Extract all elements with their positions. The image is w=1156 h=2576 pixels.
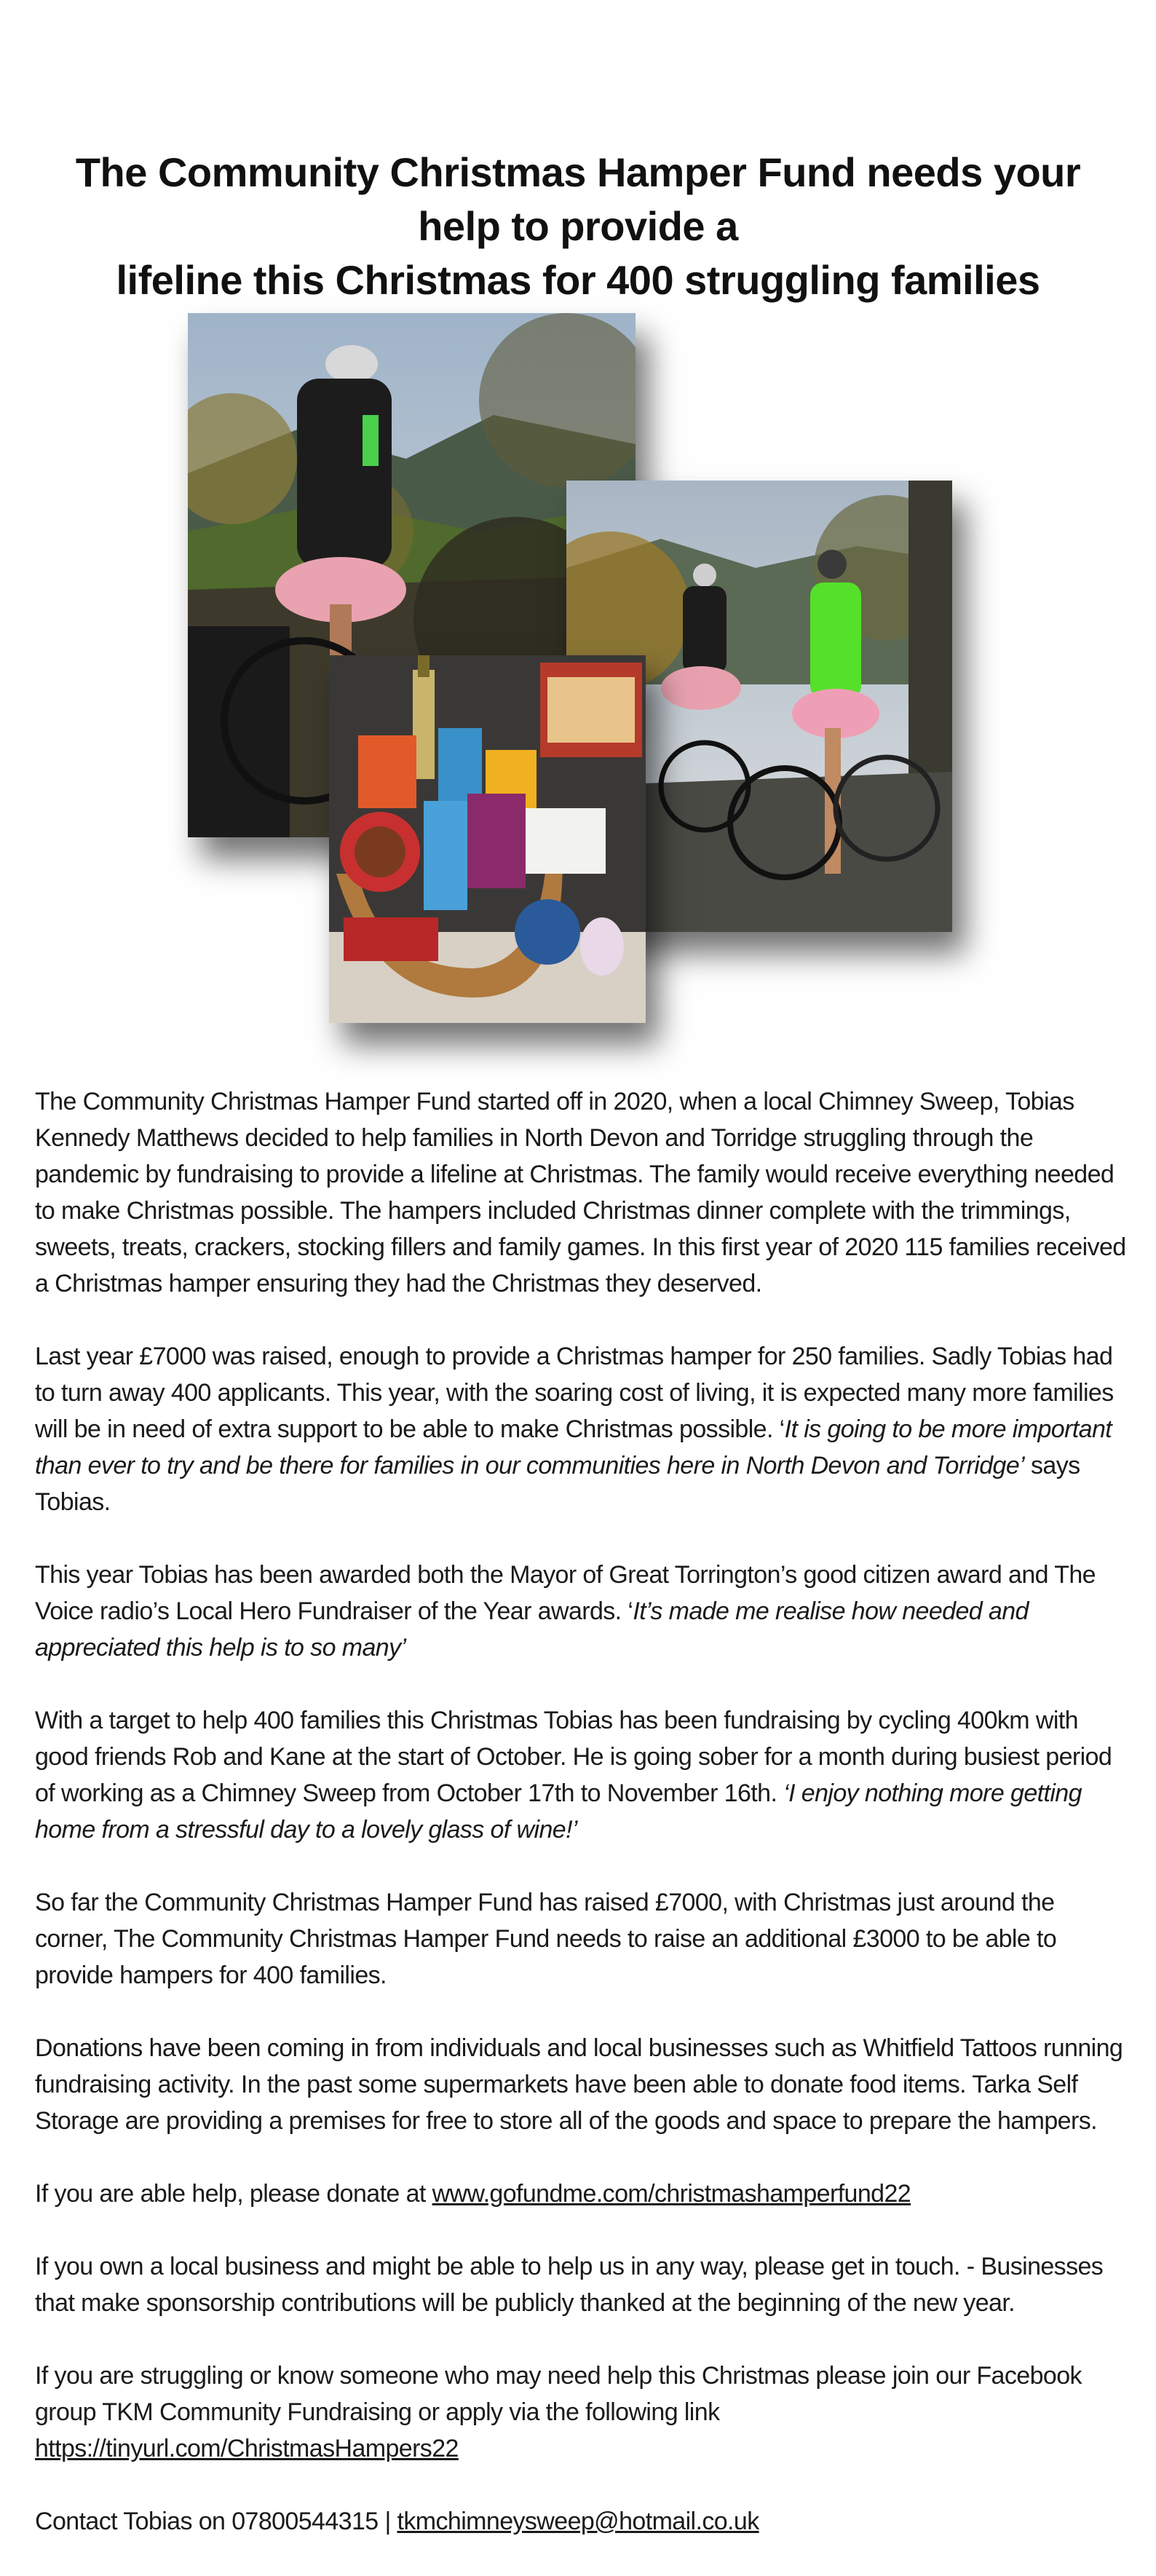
paragraph-target [35, 1702, 1127, 1848]
paragraph-awards [35, 1557, 1127, 1666]
quote-tobias-communities: It is going to be more important than ever to try and be there for families in our communities here in North Devon and Torridge’ [35, 1415, 1112, 1479]
gofundme-link[interactable]: www.gofundme.com/christmashamperfund22 [432, 2180, 911, 2208]
paragraph-donate-text: If you are able help, please donate at [35, 2180, 432, 2208]
paragraph-struggling-text: If you are struggling or know someone who may need help this Christmas please join our Facebook group TKM Community Fundraising or apply via the following link [35, 2362, 1082, 2426]
apply-link[interactable]: https://tinyurl.com/ChristmasHampers22 [35, 2435, 459, 2462]
photo-christmas-hamper [329, 655, 646, 1023]
paragraph-last-year [35, 1338, 1127, 1520]
paragraph-contact [35, 2503, 1127, 2540]
page-title [44, 146, 1112, 307]
title-line-2: lifeline this Christmas for 400 struggling families [116, 257, 1040, 303]
article-body [35, 1083, 1127, 2576]
quote-tobias-awards: It’s made me realise how needed and appreciated this help is to so many’ [35, 1597, 1029, 1662]
paragraph-businesses: If you own a local business and might be able to help us in any way, please get in touch. - Businesses that make sponsorship contributions will be publicly thanked at the beginning of the new year. [35, 2253, 1104, 2317]
paragraph-donate [35, 2176, 1127, 2212]
paragraph-struggling [35, 2358, 1127, 2467]
paragraph-last-year-text: Last year £7000 was raised, enough to provide a Christmas hamper for 250 families. Sadly Tobias had to turn away 400 applicants. This year, with the soaring cost of living, it is expected many more families will be in need of extra support to be able to make Christmas possible. ‘ [35, 1343, 1114, 1443]
title-line-1: The Community Christmas Hamper Fund needs your help to provide a [75, 149, 1081, 249]
paragraph-origin: The Community Christmas Hamper Fund started off in 2020, when a local Chimney Sweep, Tobias Kennedy Matthews decided to help families in North Devon and Torridge struggling through the pandemic by fundraising to provide a lifeline at Christmas. The family would receive everything needed to make Christmas possible. The hampers included Christmas dinner complete with the trimmings, sweets, treats, crackers, stocking fillers and family games. In this first year of 2020 115 families received a Christmas hamper ensuring they had the Christmas they deserved. [35, 1088, 1126, 1297]
paragraph-awards-text: This year Tobias has been awarded both the Mayor of Great Torrington’s good citizen award and The Voice radio’s Local Hero Fundraiser of the Year awards. ‘ [35, 1561, 1096, 1625]
paragraph-target-text: With a target to help 400 families this Christmas Tobias has been fundraising by cycling 400km with good friends Rob and Kane at the start of October. He is going sober for a month during busiest period of working as a Chimney Sweep from October 17th to November 16th. [35, 1707, 1112, 1807]
contact-email-link[interactable]: tkmchimneysweep@hotmail.co.uk [397, 2508, 759, 2535]
quote-tobias-wine: ‘I enjoy nothing more getting home from a stressful day to a lovely glass of wine!’ [35, 1779, 1082, 1844]
paragraph-raised: So far the Community Christmas Hamper Fund has raised £7000, with Christmas just around the corner, The Community Christmas Hamper Fund needs to raise an additional £3000 to be able to provide hampers for 400 families. [35, 1889, 1057, 1989]
photo-christmas-hamper-image [329, 655, 646, 1023]
paragraph-donations: Donations have been coming in from individuals and local businesses such as Whitfield Tattoos running fundraising activity. In the past some supermarkets have been able to donate food items. Tarka Self Storage are providing a premises for free to store all of the goods and space to prepare the hampers. [35, 2034, 1123, 2135]
contact-phone-text: Contact Tobias on 07800544315 | [35, 2508, 397, 2535]
paragraph-last-year-tail: says Tobias. [35, 1452, 1080, 1516]
